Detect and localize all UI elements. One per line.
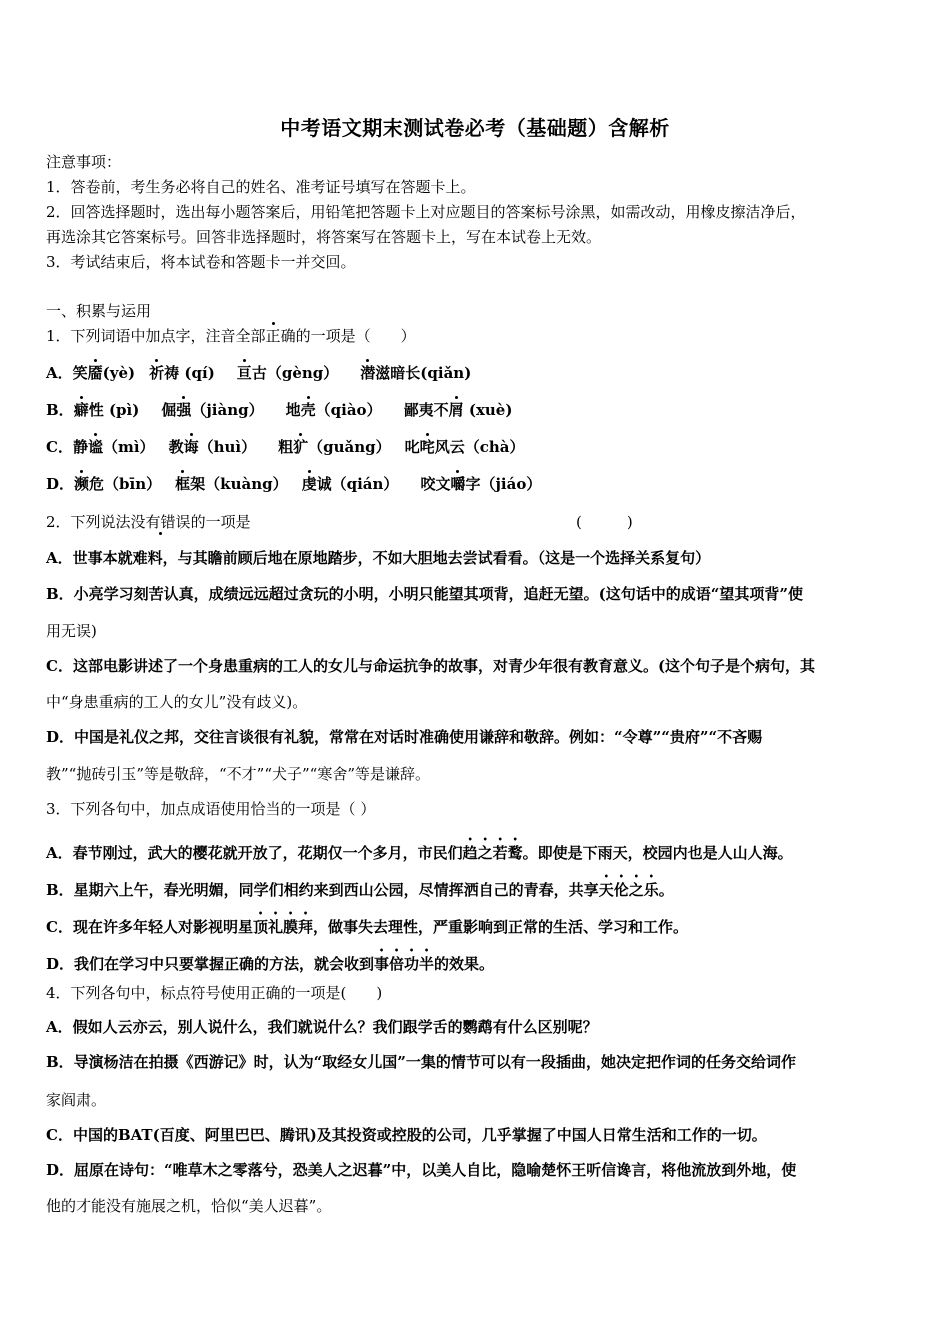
question-3-option-a: A．春节刚过，武大的樱花就开放了，花期仅一个多月，市民们趋之若鹜。即使是下雨天，校园内也是人山人海。 <box>46 844 793 862</box>
question-2-option-c-cont: 中“身患重病的工人的女儿”没有歧义)。 <box>46 693 308 711</box>
notice-item-2: 2．回答选择题时，选出每小题答案后，用铅笔把答题卡上对应题目的答案标号涂黑，如需改动，用橡皮擦洁净后， <box>46 203 806 221</box>
question-4-option-d-cont: 他的才能没有施展之机，恰似“美人迟暮”。 <box>46 1197 332 1215</box>
question-1-option-a: A．笑靥(yè) 祈祷 (qí) 亘古（gèng） 潜滋暗长(qiǎn) <box>46 364 472 382</box>
question-4-stem: 4．下列各句中，标点符号使用正确的一项是( ) <box>46 984 383 1002</box>
question-3-stem: 3．下列各句中，加点成语使用恰当的一项是（ ） <box>46 800 376 818</box>
question-4-option-d: D．屈原在诗句：“唯草木之零落兮，恐美人之迟暮”中，以美人自比，隐喻楚怀王听信谗言，将他流放到外地，使 <box>46 1161 797 1179</box>
question-2-option-b-cont: 用无误) <box>46 622 97 640</box>
notice-item-2-cont: 再选涂其它答案标号。回答非选择题时，将答案写在答题卡上，写在本试卷上无效。 <box>46 228 602 246</box>
question-4-option-a: A．假如人云亦云，别人说什么，我们就说什么？我们跟学舌的鹦鹉有什么区别呢？ <box>46 1018 598 1036</box>
question-2-option-d: D．中国是礼仪之邦，交往言谈很有礼貌，常常在对话时准确使用谦辞和敬辞。例如：“令尊”“贵府”“不吝赐 <box>46 728 763 746</box>
notice-heading: 注意事项： <box>46 153 122 171</box>
notice-item-1: 1．答卷前，考生务必将自己的姓名、准考证号填写在答题卡上。 <box>46 178 476 196</box>
question-1-stem: 1．下列词语中加点字，注音全部正确的一项是（ ） <box>46 327 416 345</box>
question-4-option-b-cont: 家阎肃。 <box>46 1091 107 1109</box>
question-1-option-d: D．濒危（bīn） 框架（kuàng） 虔诚（qián） 咬文嚼字（jiáo） <box>46 475 542 493</box>
answer-paren: ( ) <box>576 513 633 531</box>
question-2-option-d-cont: 教”“抛砖引玉”等是敬辞，“不才”“犬子”“寒舍”等是谦辞。 <box>46 765 431 783</box>
question-3-option-d: D．我们在学习中只要掌握正确的方法，就会收到事倍功半的效果。 <box>46 955 495 973</box>
question-2-option-a: A．世事本就难料，与其瞻前顾后地在原地踏步，不如大胆地去尝试看看。（这是一个选择关系复句） <box>46 549 711 567</box>
emphasis-phrase: 天伦之乐 <box>598 881 659 899</box>
question-2-option-c: C．这部电影讲述了一个身患重病的工人的女儿与命运抗争的故事，对青少年很有教育意义。(这个句子是个病句，其 <box>46 657 816 675</box>
notice-item-3: 3．考试结束后，将本试卷和答题卡一并交回。 <box>46 253 356 271</box>
section-heading: 一、积累与运用 <box>46 302 152 320</box>
question-3-option-c: C．现在许多年轻人对影视明星顶礼膜拜，做事失去理性，严重影响到正常的生活、学习和工作。 <box>46 918 688 936</box>
page-title: 中考语文期末测试卷必考（基础题）含解析 <box>280 116 670 140</box>
emphasis-char: 正 <box>265 327 281 345</box>
question-4-option-c: C．中国的BAT(百度、阿里巴巴、腾讯)及其投资或控股的公司，几乎掌握了中国人日常生活和工作的一切。 <box>46 1126 767 1144</box>
emphasis-phrase: 顶礼膜拜 <box>252 918 313 936</box>
question-2-option-b: B．小亮学习刻苦认真，成绩远远超过贪玩的小明，小明只能望其项背，追赶无望。(这句话中的成语“望其项背”使 <box>46 585 804 603</box>
question-1-option-c: C．静谧（mì） 教诲（huì） 粗犷（guǎng） 叱咤风云（chà） <box>46 438 525 456</box>
emphasis-phrase: 趋之若鹜 <box>462 844 523 862</box>
question-3-option-b: B．星期六上午，春光明媚，同学们相约来到西山公园，尽情挥洒自己的青春，共享天伦之乐。 <box>46 881 674 899</box>
question-4-option-b: B．导演杨洁在拍摄《西游记》时，认为“取经女儿国”一集的情节可以有一段插曲，她决定把作词的任务交给词作 <box>46 1053 796 1071</box>
emphasis-phrase: 没有错误 <box>130 513 191 531</box>
question-2-stem: 2．下列说法没有错误的一项是 ( ) <box>46 513 633 531</box>
question-1-option-b: B．癖性 (pì) 倔强（jiàng） 地壳（qiào） 鄙夷不屑 (xuè) <box>46 401 513 419</box>
emphasis-phrase: 事倍功半 <box>374 955 435 973</box>
